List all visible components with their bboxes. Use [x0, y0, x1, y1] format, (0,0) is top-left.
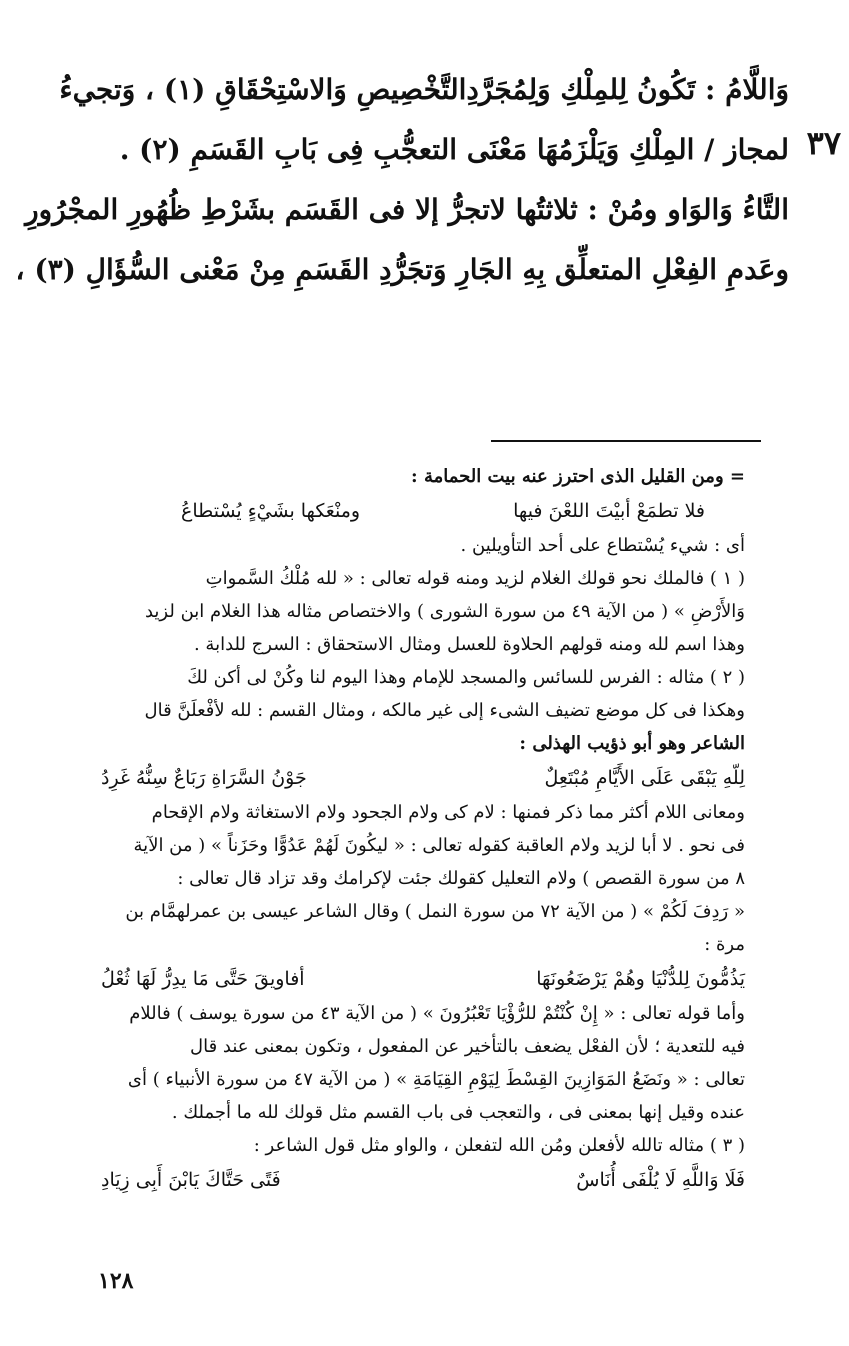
main-line: لمجاز / المِلْكِ وَيَلْزَمُهَا مَعْنَى التعجُّبِ فِى بَابِ القَسَمِ (٢) .	[119, 133, 789, 166]
verse-line	[101, 961, 745, 997]
footnote-line: وَالأَرْضِ » ( من الآية ٤٩ من سورة الشورى ) والاختصاص مثاله هذا الغلام ابن لزيد	[144, 601, 745, 622]
footnote-line: ( ١ ) فالملك نحو قولك الغلام لزيد ومنه قوله تعالى : « لله مُلْكُ السَّمواتِ	[205, 568, 745, 589]
verse-hemistich: لِلّهِ يَبْقَى عَلَى الأَيَّامِ مُبْتَعِلٌ	[544, 767, 745, 789]
verse-hemistich: فَتًى حَتَّاكَ يَابْنَ أَبِى زِيَادِ	[101, 1169, 281, 1191]
verse-hemistich: أفاويقَ حَتَّى مَا يدِرُّ لَهَا ثُعْلُ	[101, 968, 305, 990]
verse-line	[101, 493, 745, 529]
footnotes	[101, 460, 745, 1198]
main-line: التَّاءُ وَالوَاو ومُنْ : ثلاثتُها لاتجرُّ إلا فى القَسَم بشَرْطِ ظُهُورِ المجْرُورِ	[25, 193, 789, 226]
verse-hemistich: فَلَا وَاللَّهِ لَا يُلْفَى أُنَاسٌ	[576, 1169, 745, 1191]
footnote-line: تعالى : « ونَضَعُ المَوَازِينَ القِسْطَ لِيَوْمِ القِيَامَةِ » ( من الآية ٤٧ من سورة الأنبياء ) أى	[127, 1069, 745, 1090]
verse-line	[101, 760, 745, 796]
footnote-line: ومعانى اللام أكثر مما ذكر فمنها : لام كى ولام الجحود ولام الاستغاثة ولام الإقحام	[151, 802, 745, 823]
footnote-line: « رَدِفَ لَكُمْ » ( من الآية ٧٢ من سورة النمل ) وقال الشاعر عيسى بن عمرلهمَّام بن	[125, 901, 745, 922]
footnote-line: ( ٢ ) مثاله : الفرس للسائس والمسجد للإمام وهذا اليوم لنا وكُنْ لى أكن لكَ	[187, 667, 745, 688]
footnote-line: فيه للتعدية ؛ لأن الفعْل يضعف بالتأخير عن المفعول ، وتكون بمعنى عند قال	[190, 1036, 745, 1057]
footnote-line: ٨ من سورة القصص ) ولام التعليل كقولك جئت لإكرامك وقد تزاد قال تعالى :	[177, 868, 745, 889]
footnote-line: فى نحو . لا أبا لزيد ولام العاقبة كقوله تعالى : « ليكُونَ لَهُمْ عَدُوًّا وحَزَناً » ( من الآية	[133, 835, 745, 856]
footnote-line: وهذا اسم لله ومنه قولهم الحلاوة للعسل ومثال الاستحقاق : السرج للدابة .	[193, 634, 745, 655]
margin-number: ٣٧	[806, 124, 841, 162]
footnote-line: وأما قوله تعالى : « إِنْ كُنْتُمْ للرُّؤْيَا تَعْبُرُونَ » ( من الآية ٤٣ من سورة يوسف ) فاللام	[129, 1003, 745, 1024]
verse-hemistich: يَذُمُّونَ لِلدُّنْيَا وهُمْ يَرْضَعُونَهَا	[536, 968, 745, 990]
main-text	[15, 60, 789, 300]
verse-line	[101, 1162, 745, 1198]
footnote-line: مرة :	[704, 934, 745, 955]
footnote-line: وهكذا فى كل موضع تضيف الشىء إلى غير مالكه ، ومثال القسم : لله لأفْعلَنَّ قال	[144, 700, 745, 721]
main-line: وَاللَّامُ : تَكُونُ لِلمِلْكِ وَلِمُجَرَّدِالتَّخْصِيصِ وَالاسْتِحْقَاقِ (١) ، وَتجيءُ	[59, 73, 789, 106]
page-number: ١٢٨	[98, 1268, 134, 1294]
verse-hemistich: جَوْنُ السَّرَاةِ رَبَاعٌ سِنُّهُ غَرِدُ	[101, 767, 307, 789]
footnote-divider	[491, 440, 761, 442]
footnote-intro: = ومن القليل الذى احترز عنه بيت الحمامة :	[411, 466, 745, 487]
footnote-line: الشاعر وهو أبو ذؤيب الهذلى :	[519, 733, 745, 754]
footnote-line: عنده وقيل إنها بمعنى فى ، والتعجب فى باب القسم مثل قولك لله ما أجملك .	[171, 1102, 745, 1123]
verse-hemistich: فلا تطمَعْ أبيْتَ اللعْنَ فيها	[513, 500, 705, 522]
footnote-line: أى : شيء يُسْتطاع على أحد التأويلين .	[460, 535, 745, 556]
footnote-line: ( ٣ ) مثاله تالله لأفعلن ومُن الله لتفعلن ، والواو مثل قول الشاعر :	[253, 1135, 745, 1156]
verse-hemistich: ومنْعَكها بشَيْءٍ يُسْتطاعُ	[181, 500, 361, 522]
main-line: وعَدمِ الفِعْلِ المتعلِّق بِهِ الجَارِ وَتجَرُّدِ القَسَمِ مِنْ مَعْنى السُّؤَالِ (٣) ،	[15, 253, 789, 286]
